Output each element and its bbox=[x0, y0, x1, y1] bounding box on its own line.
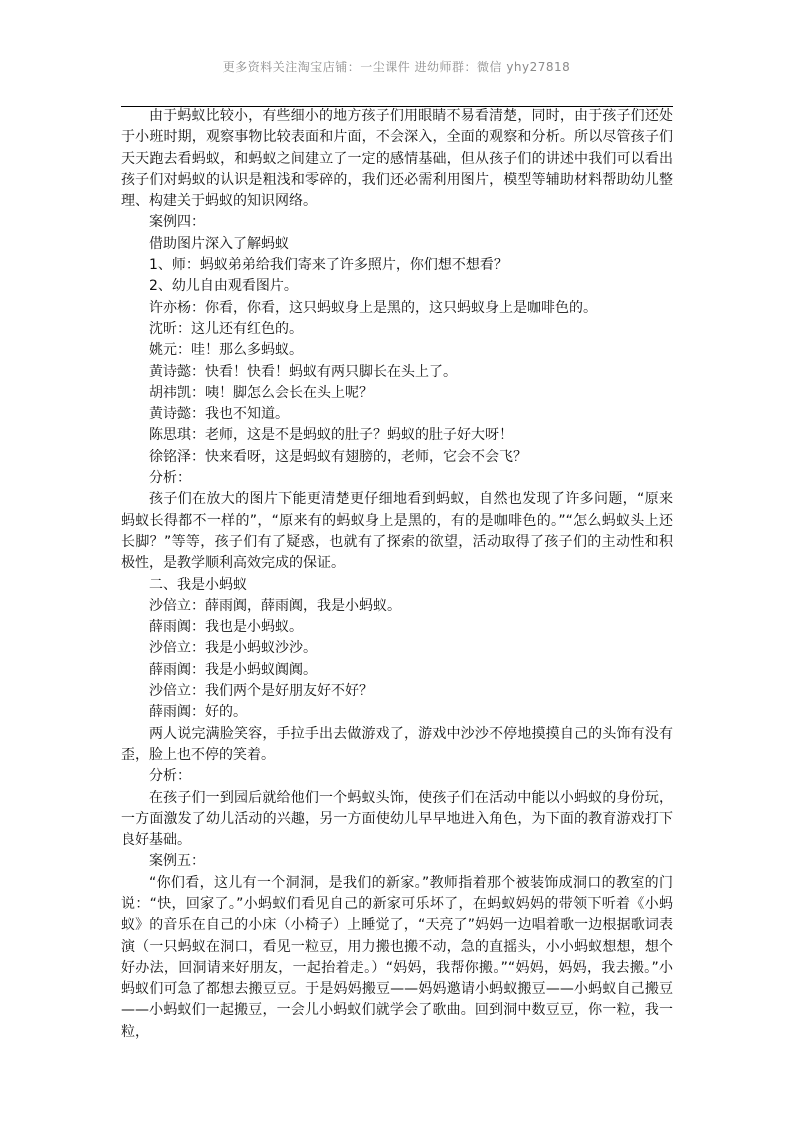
paragraph: 由于蚂蚁比较小，有些细小的地方孩子们用眼睛不易看清楚，同时，由于孩子们还处于小班时期，观察事物比较表面和片面，不会深入，全面的观察和分析。所以尽管孩子们天天跑去看蚂蚁，和蚂蚁之间建立了一定的感情基础，但从孩子们的讲述中我们可以看出孩子们对蚂蚁的认识是粗浅和零碎的，我们还必需利用图片，模型等辅助材料帮助幼儿整理、构建关于蚂蚁的知识网络。 bbox=[121, 108, 673, 210]
paragraph: 孩子们在放大的图片下能更清楚更仔细地看到蚂蚁，自然也发现了许多问题，“原来蚂蚁长得都不一样的”，“原来有的蚂蚁身上是黑的，有的是咖啡色的。”“怎么蚂蚁头上还长脚？”等等，孩子们有了疑惑，也就有了探索的欲望，活动取得了孩子们的主动性和积极性，是教学顺利高效完成的保证。 bbox=[121, 491, 673, 572]
paragraph: 许亦杨：你看，你看，这只蚂蚁身上是黑的，这只蚂蚁身上是咖啡色的。 bbox=[149, 299, 597, 316]
paragraph: 沙倍立：我们两个是好朋友好不好？ bbox=[149, 683, 373, 700]
document-body bbox=[121, 106, 673, 1043]
paragraph: 二、我是小蚂蚁 bbox=[149, 576, 247, 593]
paragraph: 2、幼儿自由观看图片。 bbox=[149, 278, 298, 295]
paragraph: 薛雨阗：我是小蚂蚁阗阗。 bbox=[149, 661, 317, 678]
paragraph: 姚元：哇！那么多蚂蚁。 bbox=[149, 342, 303, 359]
paragraph: 黄诗懿：我也不知道。 bbox=[149, 406, 289, 423]
paragraph: 沈昕：这儿还有红色的。 bbox=[149, 320, 303, 337]
page-header-watermark: 更多资料关注淘宝店铺：一尘课件 进幼师群：微信 yhy27818 bbox=[222, 60, 571, 74]
paragraph: 案例五： bbox=[149, 853, 205, 870]
paragraph: 黄诗懿：快看！快看！蚂蚁有两只脚长在头上了。 bbox=[149, 363, 457, 380]
paragraph: 借助图片深入了解蚂蚁 bbox=[149, 235, 289, 252]
paragraph: 分析： bbox=[149, 470, 191, 487]
paragraph: 陈思琪：老师，这是不是蚂蚁的肚子？蚂蚁的肚子好大呀！ bbox=[149, 427, 513, 444]
paragraph: 两人说完满脸笑容，手拉手出去做游戏了，游戏中沙沙不停地摸摸自己的头饰有没有歪，脸上也不停的笑着。 bbox=[121, 725, 673, 763]
paragraph: 薛雨阗：我也是小蚂蚁。 bbox=[149, 619, 303, 636]
paragraph: 沙倍立：薛雨阗，薛雨阗，我是小蚂蚁。 bbox=[149, 597, 401, 614]
paragraph: 案例四： bbox=[149, 214, 205, 231]
paragraph: 分析： bbox=[149, 768, 191, 785]
paragraph: 徐铭泽：快来看呀，这是蚂蚁有翅膀的，老师，它会不会飞？ bbox=[149, 448, 527, 465]
paragraph: “你们看，这儿有一个洞洞，是我们的新家。”教师指着那个被装饰成洞口的教室的门说：“快，回家了。”小蚂蚁们看见自己的新家可乐坏了，在蚂蚁妈妈的带领下听着《小蚂蚁》的音乐在自己的小床（小椅子）上睡觉了，“天亮了”妈妈一边唱着歌一边根据歌词表演（一只蚂蚁在洞口，看见一粒豆，用力搬也搬不动，急的直摇头，小小蚂蚁想想，想个好办法，回洞请来好朋友，一起抬着走。）“妈妈，我帮你搬。”“妈妈，妈妈，我去搬。”小蚂蚁们可急了都想去搬豆豆。于是妈妈搬豆——妈妈邀请小蚂蚁搬豆——小蚂蚁自己搬豆——小蚂蚁们一起搬豆，一会儿小蚂蚁们就学会了歌曲。回到洞中数豆豆，你一粒，我一粒， bbox=[121, 874, 673, 1040]
paragraph: 薛雨阗：好的。 bbox=[149, 704, 247, 721]
paragraph: 在孩子们一到园后就给他们一个蚂蚁头饰，使孩子们在活动中能以小蚂蚁的身份玩，一方面激发了幼儿活动的兴趣，另一方面使幼儿早早地进入角色，为下面的教育游戏打下良好基础。 bbox=[121, 789, 673, 849]
paragraph: 胡祎凯：咦！脚怎么会长在头上呢？ bbox=[149, 384, 373, 401]
paragraph: 沙倍立：我是小蚂蚁沙沙。 bbox=[149, 640, 317, 657]
paragraph: 1、师：蚂蚁弟弟给我们寄来了许多照片，你们想不想看？ bbox=[149, 257, 508, 274]
